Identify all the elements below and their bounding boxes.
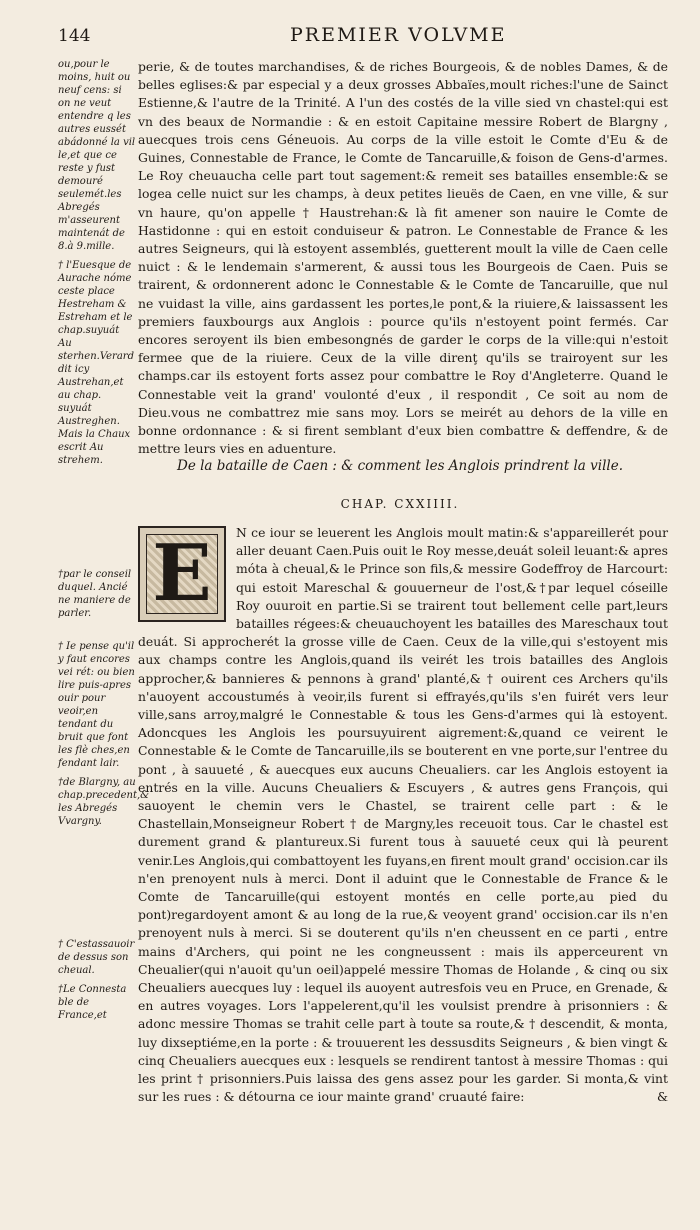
- section-title: De la bataille de Caen : & comment les Anglois prindrent la ville.: [177, 458, 623, 474]
- margin-note: † l'Euesque de Aurache nóme ceste place Hestreham & Estreham et le chap.suyuát Au sterhen.Verard dit icy Austrehan,et au chap. suyuát Austreghen. Mais la Chaux escrit Au strehem.: [58, 260, 134, 466]
- margin-note: ou,pour le moins, huit ou neuf cens: si on ne veut entendre q les autres eussét abádonné la vil le,et que ce reste y fust demouré seulemét.les Abregés m'asseurent maintenát de 8.à 9.mille.: [58, 59, 136, 252]
- initial-letter: E: [152, 528, 212, 619]
- running-title: PREMIER VOLVME: [290, 24, 507, 46]
- margin-note: † C'estassauoir de dessus son cheual.: [58, 939, 135, 976]
- decorated-initial: [138, 526, 226, 622]
- margin-note: †Le Connesta ble de France,et: [58, 984, 127, 1021]
- catchword: &: [656, 1089, 668, 1105]
- page-header: [30, 22, 670, 52]
- paragraph-text: N ce iour se leuerent les Anglois moult matin:& s'appareillerét pour aller deuant Caen.Puis ouit le Roy messe,deuát soleil leuant:& apres móta à cheual,& le Prince son fils,& messire Godeffroy de Harcourt: qui estoit Mareschal & gouuerneur de l'ost,&†par lequel cóseille Roy ouuroit en partie.Si se trairent tout bellement celle part,leurs batailles régees:& cheuauchoyent les batailles des Mareschaux tout deuát. Si approcherét la grosse ville de Caen. Ceux de la ville,qui s'estoyent mis aux champs contre les Anglois,quand ils veirét les trois batailles des Anglois approcher,& bannieres & pennons à grand' planté,& † ouirent ces Archers qu'ils n'auoyent accoustumés à veoir,ils furent si effrayés,qu'ils s'en fuirét vers leur ville,sans arroy,malgré le Connestable & tous les Gens-d'armes qui là estoyent. Adoncques les Anglois les poursuyuirent aigrement:&,quand ce veirent le Connestable & le Comte de Tancaruille,ils se bouterent en vne porte,sur l'entree du pont , à sauueté , & auecques eux aucuns Cheualiers. car les Anglois estoyent ia entrés en la ville. Aucuns Cheualiers & Escuyers , & autres gens François, qui sauoyent le chemin vers le Chastel, se trairent celle part : & le Chastellain,Monseigneur Robert † de Margny,les receuoit tous. Car le chastel est durement grand & plantureux.Si furent tous à sauueté ceux qui là peurent venir.Les Anglois,qui combattoyent les fuyans,en firent moult grand' occision.car ils n'en prenoyent nuls à merci. Dont il aduint que le Connestable de France & le Comte de Tancaruille(qui estoyent montés en celle porte,au pied du pont)regardoyent amont & au long de la rue,& veoyent grand' occision.car ils n'en prenoyent nuls à merci. Si se douterent qu'ils n'en cheussent en ce parti , entre mains d'Archers, qui point ne les congneussent : mais ils apperceurent vn Cheualier(qui n'auoit qu'un oeil)appelé messire Thomas de Holande , & cinq ou six Cheualiers auecques luy : lequel ils auoyent autresfois veu en Pruce, en Grenade, & en autres voyages. Lors l'appelerent,qu'il les voulsist prendre à prisonniers : & adonc messire Thomas se trahit celle part à toute sa route,& † descendit, & monta, luy dixseptiéme,en la porte : & trouuerent les dessusdits Seigneurs , & bien vingt & cinq Cheualiers auecques eux : lesquels se rendirent tantost à messire Thomas : qui les print † prisonniers.Puis laissa des gens assez pour les garder. Si monta,& vint sur les rues : & détourna ce iour mainte grand' cruauté faire:: [138, 525, 668, 1105]
- margin-note: †de Blargny, au chap.precedent,& les Abregés Vvargny.: [58, 777, 150, 827]
- margin-note: † Ie pense qu'il y faut encores vei rét: ou bien lire puis-apres ouir pour veoir,en tendant du bruit que font les flè ches,en fendant lair.: [58, 641, 135, 769]
- chapter-heading: CHAP. CXXIIII.: [340, 497, 460, 511]
- page-number: 144: [58, 26, 91, 46]
- paragraph: perie, & de toutes marchandises, & de riches Bourgeois, & de nobles Dames, & de belles eglises:& par especial y a deux grosses Abbaïes,moult riches:l'une de Sainct Estienne,& l'autre de la Trinité. A l'un des costés de la ville sied vn chastel:qui est vn des beaux de Normandie : & en estoit Capitaine messire Robert de Blargny , auecques trois cens Géneuois. Au corps de la ville estoit le Comte d'Eu & de Guines, Connestable de France, le Comte de Tancaruille,& foison de Gens-d'armes. Le Roy cheuaucha celle part tout sagement:& remeit ses batailles ensemble:& se logea celle nuict sur les champs, à deux petites lieuës de Caen, en vne ville, & sur vn haure, qu'on appelle † Haustrehan:& là fit amener son nauire le Comte de Hastidonne : qui en estoit conduiseur & patron. Le Connestable de France & les autres Seigneurs, qui là estoyent assemblés, guetterent moult la ville de Caen celle nuict : & le lendemain s'armerent, & aussi tous les Bourgeois de Caen. Puis se trairent, & ordonnerent adonc le Connestable & le Comte de Tancaruille, que nul ne vuidast la ville, ains gardassent les portes,le pont,& la riuiere,& laissassent les premiers fauxbourgs aux Anglois : pource qu'ils n'estoyent point fermés. Car encores seroyent ils bien embesongnés de garder le corps de la ville:qui n'estoit fermee que de la riuiere. Ceux de la ville direnţ qu'ils se trairoyent sur les champs.car ils estoyent forts assez pour combattre le Roy d'Angleterre. Quand le Connestable veit la grand' voulonté d'eux , il respondit , Ce soit au nom de Dieu.vous ne combattrez mie sans moy. Lors se meirét au dehors de la ville en bonne ordonnance : & si firent semblant d'eux bien combattre & deffendre, & de mettre leurs vies en aduenture.: [138, 59, 668, 457]
- margin-notes-top: [58, 58, 136, 473]
- body-text-top: [138, 58, 668, 458]
- margin-notes-bottom: [58, 568, 150, 1028]
- margin-note: †par le conseil duquel. Ancié ne maniere de parler.: [58, 569, 132, 619]
- body-text-chapter: [138, 524, 668, 1107]
